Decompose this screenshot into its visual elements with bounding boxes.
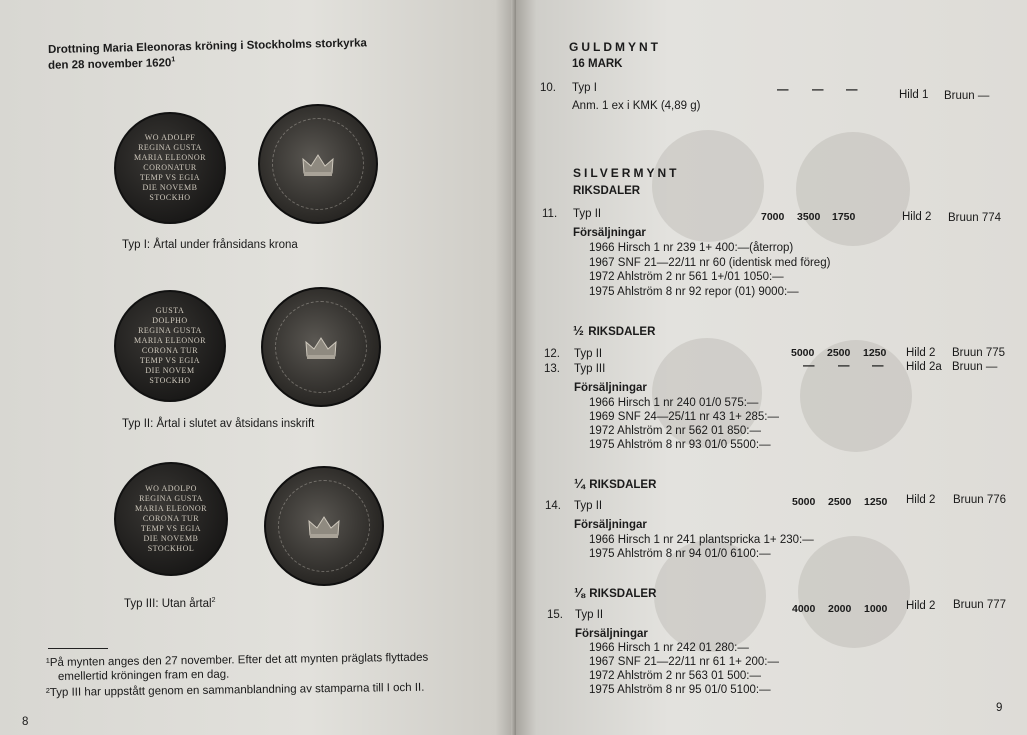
sale-row: 1967 SNF 21—22/11 nr 60 (identisk med föreg): [589, 257, 831, 269]
value-1: 7000: [761, 211, 785, 223]
coin-legend-line: CORONA TUR: [141, 345, 199, 355]
page-number-right: 9: [996, 702, 1003, 714]
subsection-title: RIKSDALER: [589, 479, 657, 491]
coin-legend-line: TEMP VS EGIA: [140, 523, 202, 533]
value-2: —: [812, 84, 824, 96]
coin-legend-line: TEMP VS EGIA: [139, 355, 201, 365]
coin-legend-line: DIE NOVEMB: [142, 182, 198, 192]
value-3: —: [872, 360, 884, 372]
page-heading: [48, 37, 367, 56]
value-3: 1000: [864, 603, 888, 615]
sale-row: 1966 Hirsch 1 nr 242 01 280:—: [589, 642, 749, 654]
crown-icon: [307, 513, 341, 539]
value-2: 2500: [828, 496, 852, 508]
subsection-title: RIKSDALER: [588, 326, 656, 338]
sale-row: 1975 Ahlström 8 nr 94 01/0 6100:—: [589, 548, 771, 560]
heading-line-1: Drottning Maria Eleonoras kröning i Stockholms storkyrka: [47, 37, 367, 56]
coin-legend-line: GUSTA: [155, 305, 185, 315]
sale-row: 1975 Ahlström 8 nr 93 01/0 5500:—: [589, 439, 771, 451]
sale-row: 1975 Ahlström 8 nr 95 01/0 5100:—: [589, 684, 771, 696]
coin-legend-line: TEMP VS EGIA: [139, 172, 201, 182]
crown-icon: [301, 151, 335, 177]
bruun-ref: Bruun 777: [953, 599, 1007, 611]
coin-legend-line: DOLPHO: [152, 315, 188, 325]
coin-legend-line: STOCKHO: [149, 192, 191, 202]
value-2: 2500: [827, 347, 851, 359]
coin-type-3-reverse: [264, 466, 384, 586]
footnote-2: ²Typ III har uppstått genom en sammanblandning av stamparna till I och II.: [45, 681, 425, 699]
heading-footnote-mark: 1: [171, 56, 176, 64]
sale-row: 1966 Hirsch 1 nr 239 1+ 400:—(återrop): [589, 242, 794, 254]
coin-legend-line: STOCKHO: [149, 375, 191, 385]
fraction-half: ½: [573, 323, 584, 338]
section-title-guldmynt: GULDMYNT: [569, 40, 661, 54]
bruun-ref: Bruun 774: [948, 212, 1002, 224]
coin-legend-line: MARIA ELEONOR: [133, 152, 207, 162]
coin-legend-line: DIE NOVEMB: [143, 533, 199, 543]
sale-row: 1975 Ahlström 8 nr 92 repor (01) 9000:—: [589, 286, 799, 298]
coin-legend-line: REGINA GUSTA: [138, 325, 202, 335]
coin-legend-line: REGINA GUSTA: [138, 142, 202, 152]
subsection-16-mark: 16 MARK: [572, 58, 623, 70]
entry-number: 12.: [544, 348, 560, 360]
value-1: 4000: [792, 603, 816, 615]
sales-heading: Försäljningar: [574, 519, 647, 531]
page-heading-2: [48, 56, 176, 71]
bruun-ref: Bruun —: [944, 90, 990, 102]
coin-legend-line: WO ADOLPF: [144, 132, 196, 142]
caption-type-3: [124, 597, 215, 610]
subsection-half-riksdaler: [573, 322, 655, 340]
sale-row: 1972 Ahlström 2 nr 563 01 500:—: [589, 670, 761, 682]
show-through-shadow: [798, 536, 910, 648]
page-number-left: 8: [22, 716, 29, 728]
caption-type-3-text: Typ III: Utan årtal: [124, 597, 212, 610]
entry-type: Typ I: [572, 82, 597, 94]
hild-ref: Hild 2a: [906, 361, 942, 373]
show-through-shadow: [800, 340, 912, 452]
coin-legend: [134, 306, 206, 386]
subsection-eighth-riksdaler: [574, 584, 656, 602]
coin-type-1-obverse: [114, 112, 226, 224]
caption-type-1: Typ I: Årtal under frånsidans krona: [122, 239, 298, 251]
sale-row: 1967 SNF 21—22/11 nr 61 1+ 200:—: [589, 656, 779, 668]
section-title-silvermynt: SILVERMYNT: [573, 166, 680, 180]
coin-legend-line: MARIA ELEONOR: [133, 335, 207, 345]
entry-type: Typ II: [575, 609, 604, 621]
right-page: [516, 0, 1027, 735]
coin-type-2-reverse: [261, 287, 381, 407]
subsection-riksdaler: RIKSDALER: [573, 185, 641, 197]
bruun-ref: Bruun 776: [953, 494, 1007, 506]
entry-number: 14.: [545, 500, 561, 512]
coin-legend-line: CORONATUR: [143, 162, 197, 172]
value-3: 1250: [863, 347, 887, 359]
sales-heading: Försäljningar: [573, 227, 646, 239]
coin-legend-line: DIE NOVEM: [145, 365, 195, 375]
show-through-shadow: [652, 130, 764, 242]
sale-row: 1972 Ahlström 2 nr 562 01 850:—: [589, 425, 761, 437]
value-3: —: [846, 84, 858, 96]
crown-icon: [304, 334, 338, 360]
caption-footnote-mark: 2: [211, 597, 216, 604]
entry-number: 10.: [540, 82, 556, 94]
coin-legend-line: STOCKHOL: [147, 543, 195, 553]
sale-row: 1972 Ahlström 2 nr 561 1+/01 1050:—: [589, 271, 784, 283]
value-3: 1250: [864, 496, 888, 508]
sale-row: 1969 SNF 24—25/11 nr 43 1+ 285:—: [589, 411, 779, 423]
entry-type: Typ II: [574, 348, 603, 360]
sales-heading: Försäljningar: [575, 628, 648, 640]
footnote-rule: [48, 648, 108, 649]
coin-legend: [135, 484, 207, 554]
coin-legend-line: REGINA GUSTA: [139, 493, 203, 503]
value-3: 1750: [832, 211, 856, 223]
hild-ref: Hild 2: [906, 494, 936, 506]
entry-type: Typ III: [574, 363, 606, 375]
hild-ref: Hild 1: [899, 89, 929, 101]
bruun-ref: Bruun 775: [952, 347, 1006, 359]
subsection-title: RIKSDALER: [589, 588, 657, 600]
bruun-ref: Bruun —: [952, 361, 998, 373]
hild-ref: Hild 2: [902, 211, 932, 223]
entry-10-note: Anm. 1 ex i KMK (4,89 g): [572, 100, 701, 112]
coin-type-3-obverse: [114, 462, 228, 576]
heading-line-2: den 28 november 1620: [47, 57, 172, 72]
entry-number: 13.: [544, 363, 560, 375]
subsection-quarter-riksdaler: [574, 475, 656, 493]
coin-type-2-obverse: [114, 290, 226, 402]
sales-heading: Försäljningar: [574, 382, 647, 394]
value-2: 2000: [828, 603, 852, 615]
footnote-1: ¹På mynten anges den 27 november. Efter det att mynten präglats flyttades: [45, 651, 429, 669]
hild-ref: Hild 2: [906, 347, 936, 359]
show-through-shadow: [796, 132, 910, 246]
value-1: —: [777, 84, 789, 96]
value-1: 5000: [791, 347, 815, 359]
hild-ref: Hild 2: [906, 600, 936, 612]
coin-type-1-reverse: [258, 104, 378, 224]
entry-number: 11.: [542, 208, 558, 220]
value-2: —: [838, 360, 850, 372]
caption-type-2: Typ II: Årtal i slutet av åtsidans inskrift: [122, 418, 315, 430]
entry-number: 15.: [547, 609, 563, 621]
fraction-quarter: ¼: [574, 476, 585, 491]
fraction-eighth: ⅛: [574, 585, 585, 600]
coin-legend-line: CORONA TUR: [142, 513, 200, 523]
footnote-1-cont: emellertid kröningen fram en dag.: [57, 668, 230, 683]
value-2: 3500: [797, 211, 821, 223]
coin-legend-line: WO ADOLPO: [145, 483, 197, 493]
sale-row: 1966 Hirsch 1 nr 241 plantspricka 1+ 230:—: [589, 534, 814, 546]
value-1: —: [803, 360, 815, 372]
value-1: 5000: [792, 496, 816, 508]
entry-type: Typ II: [573, 208, 602, 220]
coin-legend: [134, 133, 206, 203]
sale-row: 1966 Hirsch 1 nr 240 01/0 575:—: [589, 397, 759, 409]
coin-legend-line: MARIA ELEONOR: [134, 503, 208, 513]
entry-type: Typ II: [574, 500, 603, 512]
